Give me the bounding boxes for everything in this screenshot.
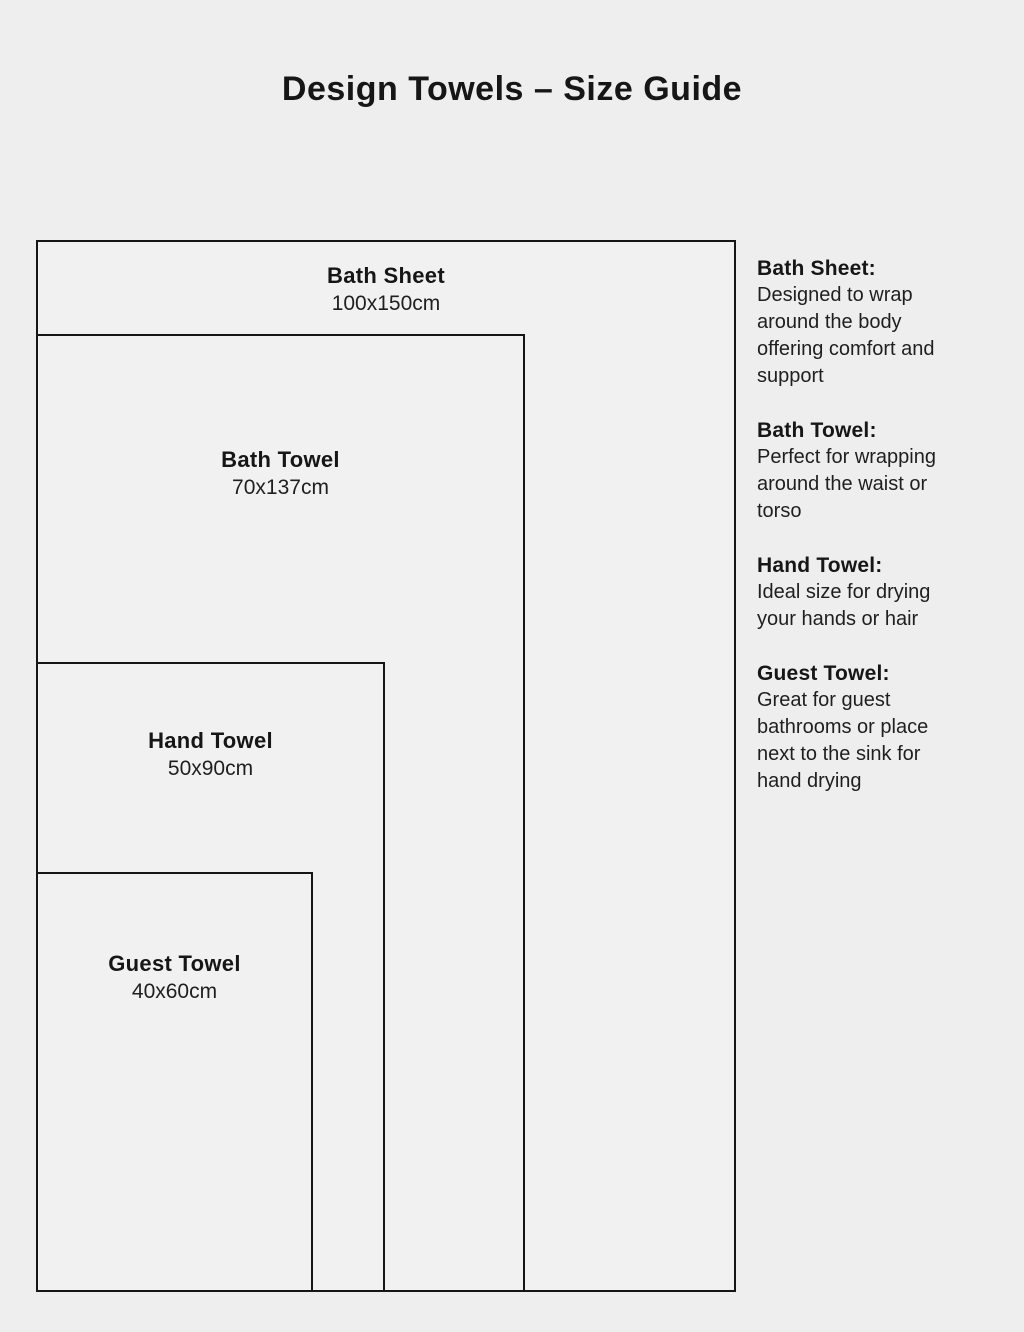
description-bath-sheet-heading: Bath Sheet: [757, 257, 876, 280]
description-hand-towel [757, 552, 993, 633]
description-hand-towel-heading: Hand Towel: [757, 554, 883, 577]
descriptions-column [757, 255, 993, 822]
bath-sheet-size: 100x150cm [331, 292, 441, 315]
description-bath-towel [757, 417, 993, 525]
description-line: around the body [757, 311, 902, 333]
description-bath-towel-heading: Bath Towel: [757, 419, 877, 442]
description-line: offering comfort and [757, 338, 935, 360]
description-guest-towel [757, 660, 993, 795]
description-line: Perfect for wrapping [757, 446, 936, 468]
description-line: around the waist or [757, 473, 928, 495]
description-line: hand drying [757, 770, 862, 792]
bath-towel-size: 70x137cm [232, 476, 329, 499]
bath-sheet-name: Bath Sheet [327, 263, 445, 288]
page-title: Design Towels – Size Guide [281, 70, 743, 108]
description-line: bathrooms or place [757, 716, 929, 738]
description-line: Designed to wrap [757, 284, 913, 306]
guest-towel-rectangle [36, 872, 313, 1292]
guest-towel-label [38, 950, 311, 1006]
description-line: your hands or hair [757, 608, 919, 630]
description-line: Great for guest [757, 689, 891, 711]
description-guest-towel-heading: Guest Towel: [757, 662, 890, 685]
description-line: support [757, 365, 824, 387]
description-line: torso [757, 500, 802, 522]
bath-sheet-label [38, 262, 734, 318]
hand-towel-size: 50x90cm [167, 757, 254, 780]
guest-towel-size: 40x60cm [131, 980, 218, 1003]
bath-towel-label [38, 446, 523, 502]
description-line: next to the sink for [757, 743, 921, 765]
hand-towel-label [38, 727, 383, 783]
description-bath-sheet [757, 255, 993, 390]
bath-towel-name: Bath Towel [221, 447, 340, 472]
hand-towel-name: Hand Towel [148, 728, 273, 753]
guest-towel-name: Guest Towel [108, 951, 241, 976]
description-line: Ideal size for drying [757, 581, 931, 603]
